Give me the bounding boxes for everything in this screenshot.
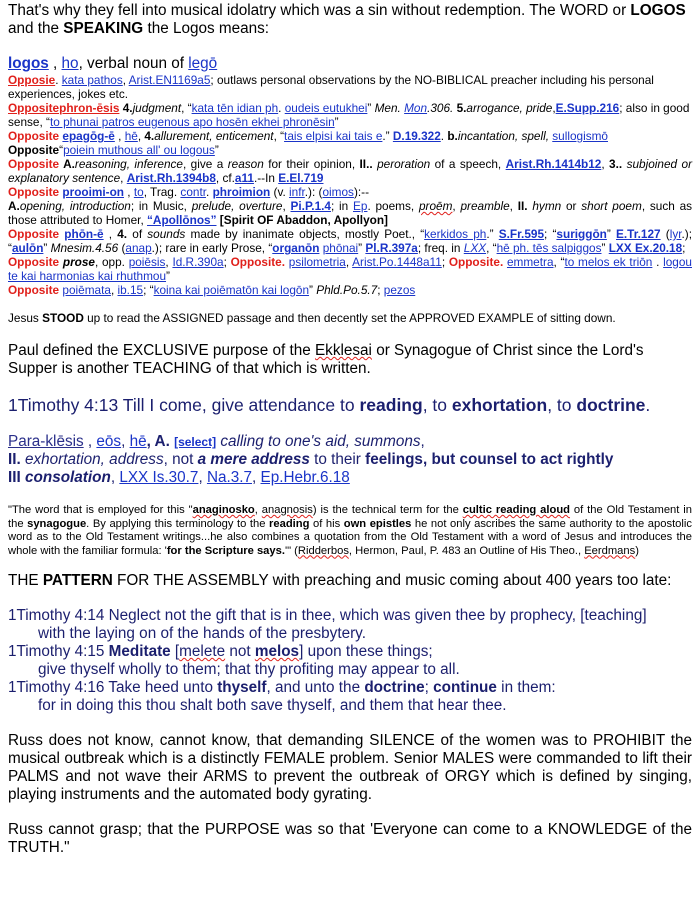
lexicon-text: ” <box>606 227 616 241</box>
quote-text: , <box>254 504 262 516</box>
lexicon-line <box>8 283 692 297</box>
lexicon-link[interactable]: infr <box>289 185 305 199</box>
lexicon-text: ; <box>682 241 686 255</box>
opposite-label: Opposite <box>8 255 63 269</box>
lexicon-link[interactable]: E.Tr.127 <box>616 227 661 241</box>
sense-text: peroration <box>372 157 431 171</box>
ridderbos-quote <box>8 504 692 558</box>
sense-text: exhortation, address <box>20 451 164 468</box>
verse-text: 1Timothy 4:15 <box>8 643 109 660</box>
opposite-label: Oppositephron-ēsis <box>8 101 120 115</box>
verse-text: . <box>645 395 651 415</box>
lexicon-link[interactable]: phroimion <box>212 185 271 199</box>
lexicon-link[interactable]: emmetra <box>506 255 554 269</box>
verse-1tim-4-13 <box>8 395 692 416</box>
separator: , <box>110 469 120 486</box>
lexicon-text: of a speech, <box>430 157 506 171</box>
lexicon-text: ( <box>118 241 126 255</box>
sense-text: , not <box>163 451 198 468</box>
lexicon-text: .): ( <box>304 185 323 199</box>
quote-term: anaginosko <box>192 504 255 516</box>
select-link[interactable]: [select] <box>174 435 217 449</box>
verse-1tim-4-16 <box>8 679 692 697</box>
lexicon-text: , “ <box>273 129 285 143</box>
separator: , <box>420 433 425 450</box>
lexicon-link[interactable]: tais elpisi kai tais e <box>284 129 383 143</box>
opposite-label: Opposite <box>8 283 63 297</box>
quote-term: Eerdmans <box>584 544 636 557</box>
lexicon-text: , “ <box>486 241 497 255</box>
verse-text: not <box>225 643 255 660</box>
lexicon-text: ” <box>166 269 170 283</box>
lexicon-link[interactable]: D.19.322 <box>392 129 441 143</box>
lexicon-link[interactable]: E.Supp.216 <box>555 101 620 115</box>
russ-paragraph-2: Russ cannot grasp; that the PURPOSE was so that 'Everyone can come to a KNOWLEDGE of the TRUTH." <box>8 821 692 856</box>
verse-text: ] upon these things; <box>299 643 433 660</box>
sense-text: arrogance, pride <box>466 101 553 115</box>
lexicon-link[interactable]: koina kai poiēmatōn kai logōn <box>153 283 310 297</box>
lexicon-text: [Spirit OF Abaddon, Apollyon] <box>216 213 388 227</box>
sense-number: 4. <box>119 101 133 115</box>
lexicon-text: ; <box>223 255 231 269</box>
lexicon-text: . <box>652 255 664 269</box>
paul-paragraph <box>8 342 692 378</box>
sense-text: calling to one's aid, summons <box>216 433 421 450</box>
lexicon-link[interactable]: LXX <box>463 241 487 255</box>
quote-term: cultic reading aloud <box>462 504 571 516</box>
sense-number: , A. <box>146 433 175 450</box>
quote-text: . By applying this terminology to the <box>86 517 270 530</box>
lexicon-link[interactable]: poiein muthous all' ou logous <box>63 143 215 157</box>
lexicon-line <box>8 129 692 143</box>
lexicon-link[interactable]: Arist.Rh.1394b8 <box>126 171 216 185</box>
verse-1tim-4-14-cont <box>8 625 692 643</box>
lexicon-text: . <box>206 185 213 199</box>
lexicon-text: ” <box>43 241 51 255</box>
lexicon-link[interactable]: eōs <box>96 433 122 450</box>
verse-1tim-4-15 <box>8 643 692 661</box>
verse-text: ; <box>424 679 434 696</box>
lexicon-text: ” <box>309 283 317 297</box>
lexicon-text: ; freq. in <box>417 241 464 255</box>
sense-text: reasoning, inference <box>74 157 183 171</box>
lexicon-text: Men. <box>374 101 405 115</box>
body-text: up to read the ASSIGNED passage and then decently set the APPROVED EXAMPLE of sitting down. <box>83 311 616 325</box>
verse-emphasis: thyself <box>217 679 267 696</box>
verse-emphasis: melos <box>254 643 300 660</box>
lexicon-text: , <box>165 255 173 269</box>
emphasis-text: PATTERN <box>42 572 113 589</box>
lexicon-text: , “ <box>181 101 192 115</box>
quote-text: of the Old Testament in the <box>8 504 692 530</box>
lexicon-text: , <box>103 227 118 241</box>
quote-term: for the Scripture says. <box>166 544 285 557</box>
lexicon-link[interactable]: LXX Is.30.7 <box>119 469 199 486</box>
lexicon-text: ” <box>367 101 375 115</box>
lexicon-link[interactable]: oudeis eutukhei <box>284 101 368 115</box>
lexicon-text: ” <box>358 241 366 255</box>
quote-text: ) <box>635 544 639 557</box>
verse-text: for in doing this thou shalt both save thyself, and them that hear thee. <box>38 697 507 714</box>
lexicon-link[interactable]: poiēsis <box>128 255 166 269</box>
verse-text: give thyself wholly to them; that thy profiting may appear to all. <box>38 661 460 678</box>
lexicon-link[interactable]: a11 <box>234 171 254 185</box>
lexicon-text: , <box>110 283 118 297</box>
lexicon-link[interactable]: lyr <box>669 227 682 241</box>
lexicon-line <box>8 185 692 199</box>
opposite-label: Opposite <box>8 157 64 171</box>
lexicon-link[interactable]: epagōg-ē <box>62 129 115 143</box>
lexicon-text: , <box>137 129 145 143</box>
lexicon-text: .); “ <box>8 227 692 255</box>
lexicon-line: Opposite“poiein muthous all' ou logous” <box>8 143 219 157</box>
opposite-label: Opposite. <box>448 255 504 269</box>
lexicon-link[interactable]: to <box>133 185 144 199</box>
separator: , <box>121 433 130 450</box>
lexicon-text: . <box>440 129 448 143</box>
lexicon-link[interactable]: kata tēn idian ph <box>191 101 279 115</box>
body-text: Paul defined the EXCLUSIVE purpose of the <box>8 342 315 359</box>
lexicon-entries <box>8 73 692 297</box>
sense-text: , but counsel to act rightly <box>422 451 614 468</box>
quote-text: of his <box>309 517 344 530</box>
verse-emphasis: doctrine <box>364 679 425 696</box>
verse-1tim-4-16-cont <box>8 697 692 715</box>
paraklesis-sense-3 <box>8 469 692 487</box>
lexicon-text: ” <box>334 115 339 129</box>
lexicon-text: or <box>561 199 582 213</box>
body-text: FOR THE ASSEMBLY with preaching and music coming about 400 years too late: <box>112 572 672 589</box>
lexicon-link[interactable]: “Apollōnos” <box>147 213 217 227</box>
sense-number: 4. <box>144 129 155 143</box>
lexicon-text: , “ <box>553 255 565 269</box>
lexicon-text: ( <box>660 227 670 241</box>
lexicon-text: Mnesim.4.56 <box>50 241 119 255</box>
lexicon-text: ; in Music, <box>130 199 192 213</box>
sense-number: III <box>8 469 25 486</box>
quote-text: "The word that is employed for this " <box>8 504 193 516</box>
lexicon-text: ; <box>377 283 384 297</box>
lexicon-link[interactable]: hē ph. tēs salpiggos <box>496 241 602 255</box>
opposite-label: Opposie <box>8 73 56 87</box>
lexicon-text: .” <box>382 129 393 143</box>
lexicon-text: , <box>601 157 610 171</box>
verse-1tim-4-14 <box>8 607 692 625</box>
intro-text: and the <box>8 20 64 37</box>
verse-text: 1Timothy 4:16 Take heed unto <box>8 679 218 696</box>
sense-number: 4. <box>117 227 128 241</box>
quote-text: , Hermon, Paul, P. 483 an Outline of His Theo., <box>348 544 585 557</box>
sense-text: sounds <box>147 227 186 241</box>
lexicon-term: proēm <box>418 199 453 213</box>
sense-text: subjoined or explanatory sentence <box>8 157 693 185</box>
sense-number: 5. <box>456 101 467 115</box>
lexicon-text: ; “ <box>143 283 154 297</box>
paraklesis-entry <box>8 433 692 487</box>
lexicon-link[interactable]: poiēmata <box>62 283 111 297</box>
lexicon-link[interactable]: Arist.Po.1448a11 <box>352 255 442 269</box>
quote-text: '" ( <box>284 544 298 557</box>
verse-1tim-4-15-cont <box>8 661 692 679</box>
sense-text: allurement, enticement <box>154 129 274 143</box>
lexicon-link[interactable]: phōn-ē <box>64 227 104 241</box>
lexicon-text: , cf. <box>215 171 235 185</box>
lexicon-line <box>8 199 692 227</box>
lexicon-text: , Trag. <box>143 185 181 199</box>
lexicon-text: . <box>278 101 285 115</box>
lexicon-line: Opposie. kata pathos, Arist.EN1169a5; outlaws personal observations by the NO-BIBLICAL preacher including his personal experiences, jokes etc. <box>8 73 654 101</box>
lexicon-text: .); rare in early Prose, “ <box>151 241 273 255</box>
lexicon-link[interactable]: hē <box>129 433 147 450</box>
lexicon-link[interactable]: suriggōn <box>556 227 607 241</box>
verse-emphasis: Meditate <box>108 643 171 660</box>
quote-term: own epistles <box>343 517 412 530</box>
body-text: Jesus <box>8 311 43 325</box>
opposite-label: Opposite <box>8 129 63 143</box>
opposite-label: Opposite <box>8 227 65 241</box>
lexicon-link[interactable]: prooimi-on <box>62 185 125 199</box>
lexicon-text: , <box>509 199 518 213</box>
lexicon-text: , such as those attributed to Homer, <box>8 199 693 227</box>
opposite-label: Opposite. <box>230 255 286 269</box>
sense-text: reason <box>227 157 264 171</box>
body-text: or Synagogue of Christ since the Lord's Supper is another TEACHING of that which is written. <box>8 342 644 377</box>
verse-text: melete <box>179 643 226 660</box>
sense-text: short poem <box>581 199 642 213</box>
lexicon-link[interactable]: Ep <box>353 199 368 213</box>
sense-text: opening, introduction <box>19 199 131 213</box>
verse-text: [ <box>170 643 180 660</box>
lexicon-link[interactable]: Arist.Rh.1414b12 <box>505 157 602 171</box>
lexicon-link[interactable]: to phunai patros eugenous apo hosēn ekhei phronēsin <box>49 115 335 129</box>
ho-link[interactable]: ho <box>61 55 79 72</box>
quote-term: anagnosis <box>261 504 313 516</box>
verse-text: , and unto the <box>266 679 365 696</box>
lexicon-text: .306. <box>427 101 457 115</box>
verse-emphasis: doctrine <box>576 395 646 415</box>
lexicon-link[interactable]: hē <box>124 129 138 143</box>
separator: , <box>48 55 62 72</box>
lexicon-link[interactable]: Mon <box>404 101 428 115</box>
lexicon-line <box>8 157 692 185</box>
lexicon-link[interactable]: aulōn <box>11 241 44 255</box>
lexicon-text: ” <box>601 241 609 255</box>
lexicon-text: .--In <box>253 171 279 185</box>
logos-headword <box>8 55 692 73</box>
opposite-label: Opposite <box>8 185 63 199</box>
verse-emphasis: continue <box>433 679 497 696</box>
lexicon-text: ; outlaws personal observations by the NO-BIBLICAL preacher including his personal experiences, jokes etc. <box>8 73 654 101</box>
lexicon-link[interactable]: Na.3.7 <box>206 469 253 486</box>
sense-number: II. <box>8 451 21 468</box>
separator: , <box>252 469 261 486</box>
verse-text: with the laying on of the hands of the presbytery. <box>38 625 366 642</box>
paraklesis-headword <box>8 433 692 451</box>
lexicon-text: ; in <box>330 199 353 213</box>
pattern-heading <box>8 572 692 590</box>
headword-text: , verbal noun of <box>78 55 189 72</box>
lexicon-text: made by inanimate objects, mostly Poet., “ <box>185 227 425 241</box>
lexicon-link[interactable]: Pl.R.397a <box>365 241 418 255</box>
sense-text: incantation, spell, <box>457 129 553 143</box>
sense-text: consolation <box>25 469 111 486</box>
lexicon-text: , give a <box>182 157 228 171</box>
paraklesis-sense-2 <box>8 451 692 469</box>
sense-text: judgment <box>132 101 182 115</box>
lexicon-text: , <box>552 101 556 115</box>
lexicon-link[interactable]: kerkidos ph <box>424 227 487 241</box>
sense-text: prose <box>62 255 95 269</box>
lexicon-text: .” <box>486 227 499 241</box>
lexicon-line <box>8 255 692 283</box>
lexicon-link[interactable]: Arist.EN1169a5 <box>128 73 211 87</box>
lexicon-link[interactable]: to melos ek triōn <box>564 255 653 269</box>
lexicon-text: Phld.Po.5.7 <box>316 283 378 297</box>
sense-number: b. <box>447 129 458 143</box>
sense-text: feelings <box>365 451 423 468</box>
russ-paragraph-1: Russ does not know, cannot know, that demanding SILENCE of the women was to PROHIBIT the musical outbreak which is a distinctly FEMALE problem. Senior MALES were commanded to lift their PALMS and not wave their ARMS to prevent the outbreak of ORGY which is defined by singing, playing instruments and the automated body gyrating. <box>8 732 692 803</box>
sense-text: preamble <box>460 199 510 213</box>
lexicon-line <box>8 227 692 255</box>
lexicon-link[interactable]: Id.R.390a <box>172 255 224 269</box>
sense-text: a mere address <box>197 451 310 468</box>
sense-text: prelude, overture <box>191 199 283 213</box>
lexicon-link[interactable]: kata pathos <box>61 73 123 87</box>
verse-text: 1Timothy 4:13 Till I come, give attendance to <box>8 395 360 415</box>
jesus-paragraph <box>8 311 692 325</box>
sense-number: II.. <box>359 157 373 171</box>
body-text: THE <box>8 572 43 589</box>
sense-number: A. <box>63 157 75 171</box>
lexicon-text: ):-- <box>353 185 370 199</box>
quote-term: Ridderbos <box>297 544 349 557</box>
lexicon-link[interactable]: organōn <box>272 241 320 255</box>
intro-paragraph <box>8 2 692 38</box>
lexicon-link[interactable]: logou te kai harmonias kai rhuthmou <box>8 255 692 283</box>
lexicon-link[interactable]: anap <box>125 241 152 255</box>
lexicon-text: , <box>124 185 134 199</box>
lego-link[interactable]: legō <box>188 55 218 72</box>
lexicon-text: “ <box>59 143 64 157</box>
quote-text: he not only ascribes the same authority to the apostolic word as to the Old Testament writings...he also combines a quotation from the Old Testament with a word of Jesus and introduces the whole with the familiar formula: ' <box>8 517 692 557</box>
sense-text: to their <box>309 451 366 468</box>
lexicon-link[interactable]: sullogismō <box>552 129 608 143</box>
emphasis-text: STOOD <box>42 311 84 325</box>
quote-term: reading <box>269 517 310 530</box>
lexicon-text: , <box>120 171 127 185</box>
lexicon-text: , opp. <box>94 255 129 269</box>
lexicon-text: for their opinion, <box>263 157 360 171</box>
verse-text: , to <box>422 395 452 415</box>
paraklesis-link[interactable]: Para-klēsis <box>8 433 84 450</box>
lexicon-text: , <box>282 199 291 213</box>
sense-number: 3.. <box>609 157 623 171</box>
lexicon-text: , <box>345 255 353 269</box>
lexicon-text: , <box>114 129 125 143</box>
verse-text: , to <box>547 395 577 415</box>
separator: , <box>83 433 97 450</box>
sense-number: A. <box>8 199 20 213</box>
lexicon-text: ; also in good sense, “ <box>8 101 690 129</box>
speaking-word: SPEAKING <box>63 20 144 37</box>
verse-emphasis: reading <box>359 395 423 415</box>
lexicon-link[interactable]: Pi.P.1.4 <box>290 199 331 213</box>
lexicon-link[interactable]: oimos <box>322 185 354 199</box>
lexicon-text: ; <box>441 255 449 269</box>
lexicon-text: , <box>452 199 461 213</box>
sense-number: II. <box>517 199 528 213</box>
lexicon-link[interactable]: S.Fr.595 <box>498 227 545 241</box>
lexicon-link[interactable]: psilometria <box>288 255 346 269</box>
intro-text: That's why they fell into musical idolatry which was a sin without redemption. The WORD or <box>8 2 631 19</box>
body-text: Ekklesai <box>314 342 372 359</box>
lexicon-text: (v. <box>270 185 290 199</box>
lexicon-link[interactable]: Ep.Hebr.6.18 <box>260 469 350 486</box>
verse-emphasis: exhortation <box>451 395 548 415</box>
lexicon-text: of <box>127 227 148 241</box>
lexicon-link[interactable]: E.El.719 <box>278 171 324 185</box>
opposite-label: Opposite <box>8 143 60 157</box>
lexicon-text: . poems, <box>367 199 419 213</box>
lexicon-line <box>8 101 692 129</box>
sense-text: hymn <box>527 199 562 213</box>
logos-link[interactable]: logos <box>8 55 49 72</box>
lexicon-text: ; “ <box>544 227 557 241</box>
intro-text: the Logos means: <box>143 20 270 37</box>
verse-text: in them: <box>496 679 556 696</box>
logos-word: LOGOS <box>630 2 686 19</box>
lexicon-link[interactable]: pezos <box>383 283 416 297</box>
lexicon-link[interactable]: contr <box>180 185 206 199</box>
quote-term: synagogue <box>27 517 87 530</box>
lexicon-link[interactable]: ib.15 <box>117 283 144 297</box>
quote-text: ) is the technical term for the <box>312 504 463 516</box>
verses-block <box>8 607 692 715</box>
verse-text: 1Timothy 4:14 Neglect not the gift that is in thee, which was given thee by prophecy, [teaching] <box>8 607 647 624</box>
separator: , <box>198 469 207 486</box>
lexicon-link[interactable]: phōnai <box>322 241 359 255</box>
lexicon-link[interactable]: LXX Ex.20.18 <box>608 241 683 255</box>
